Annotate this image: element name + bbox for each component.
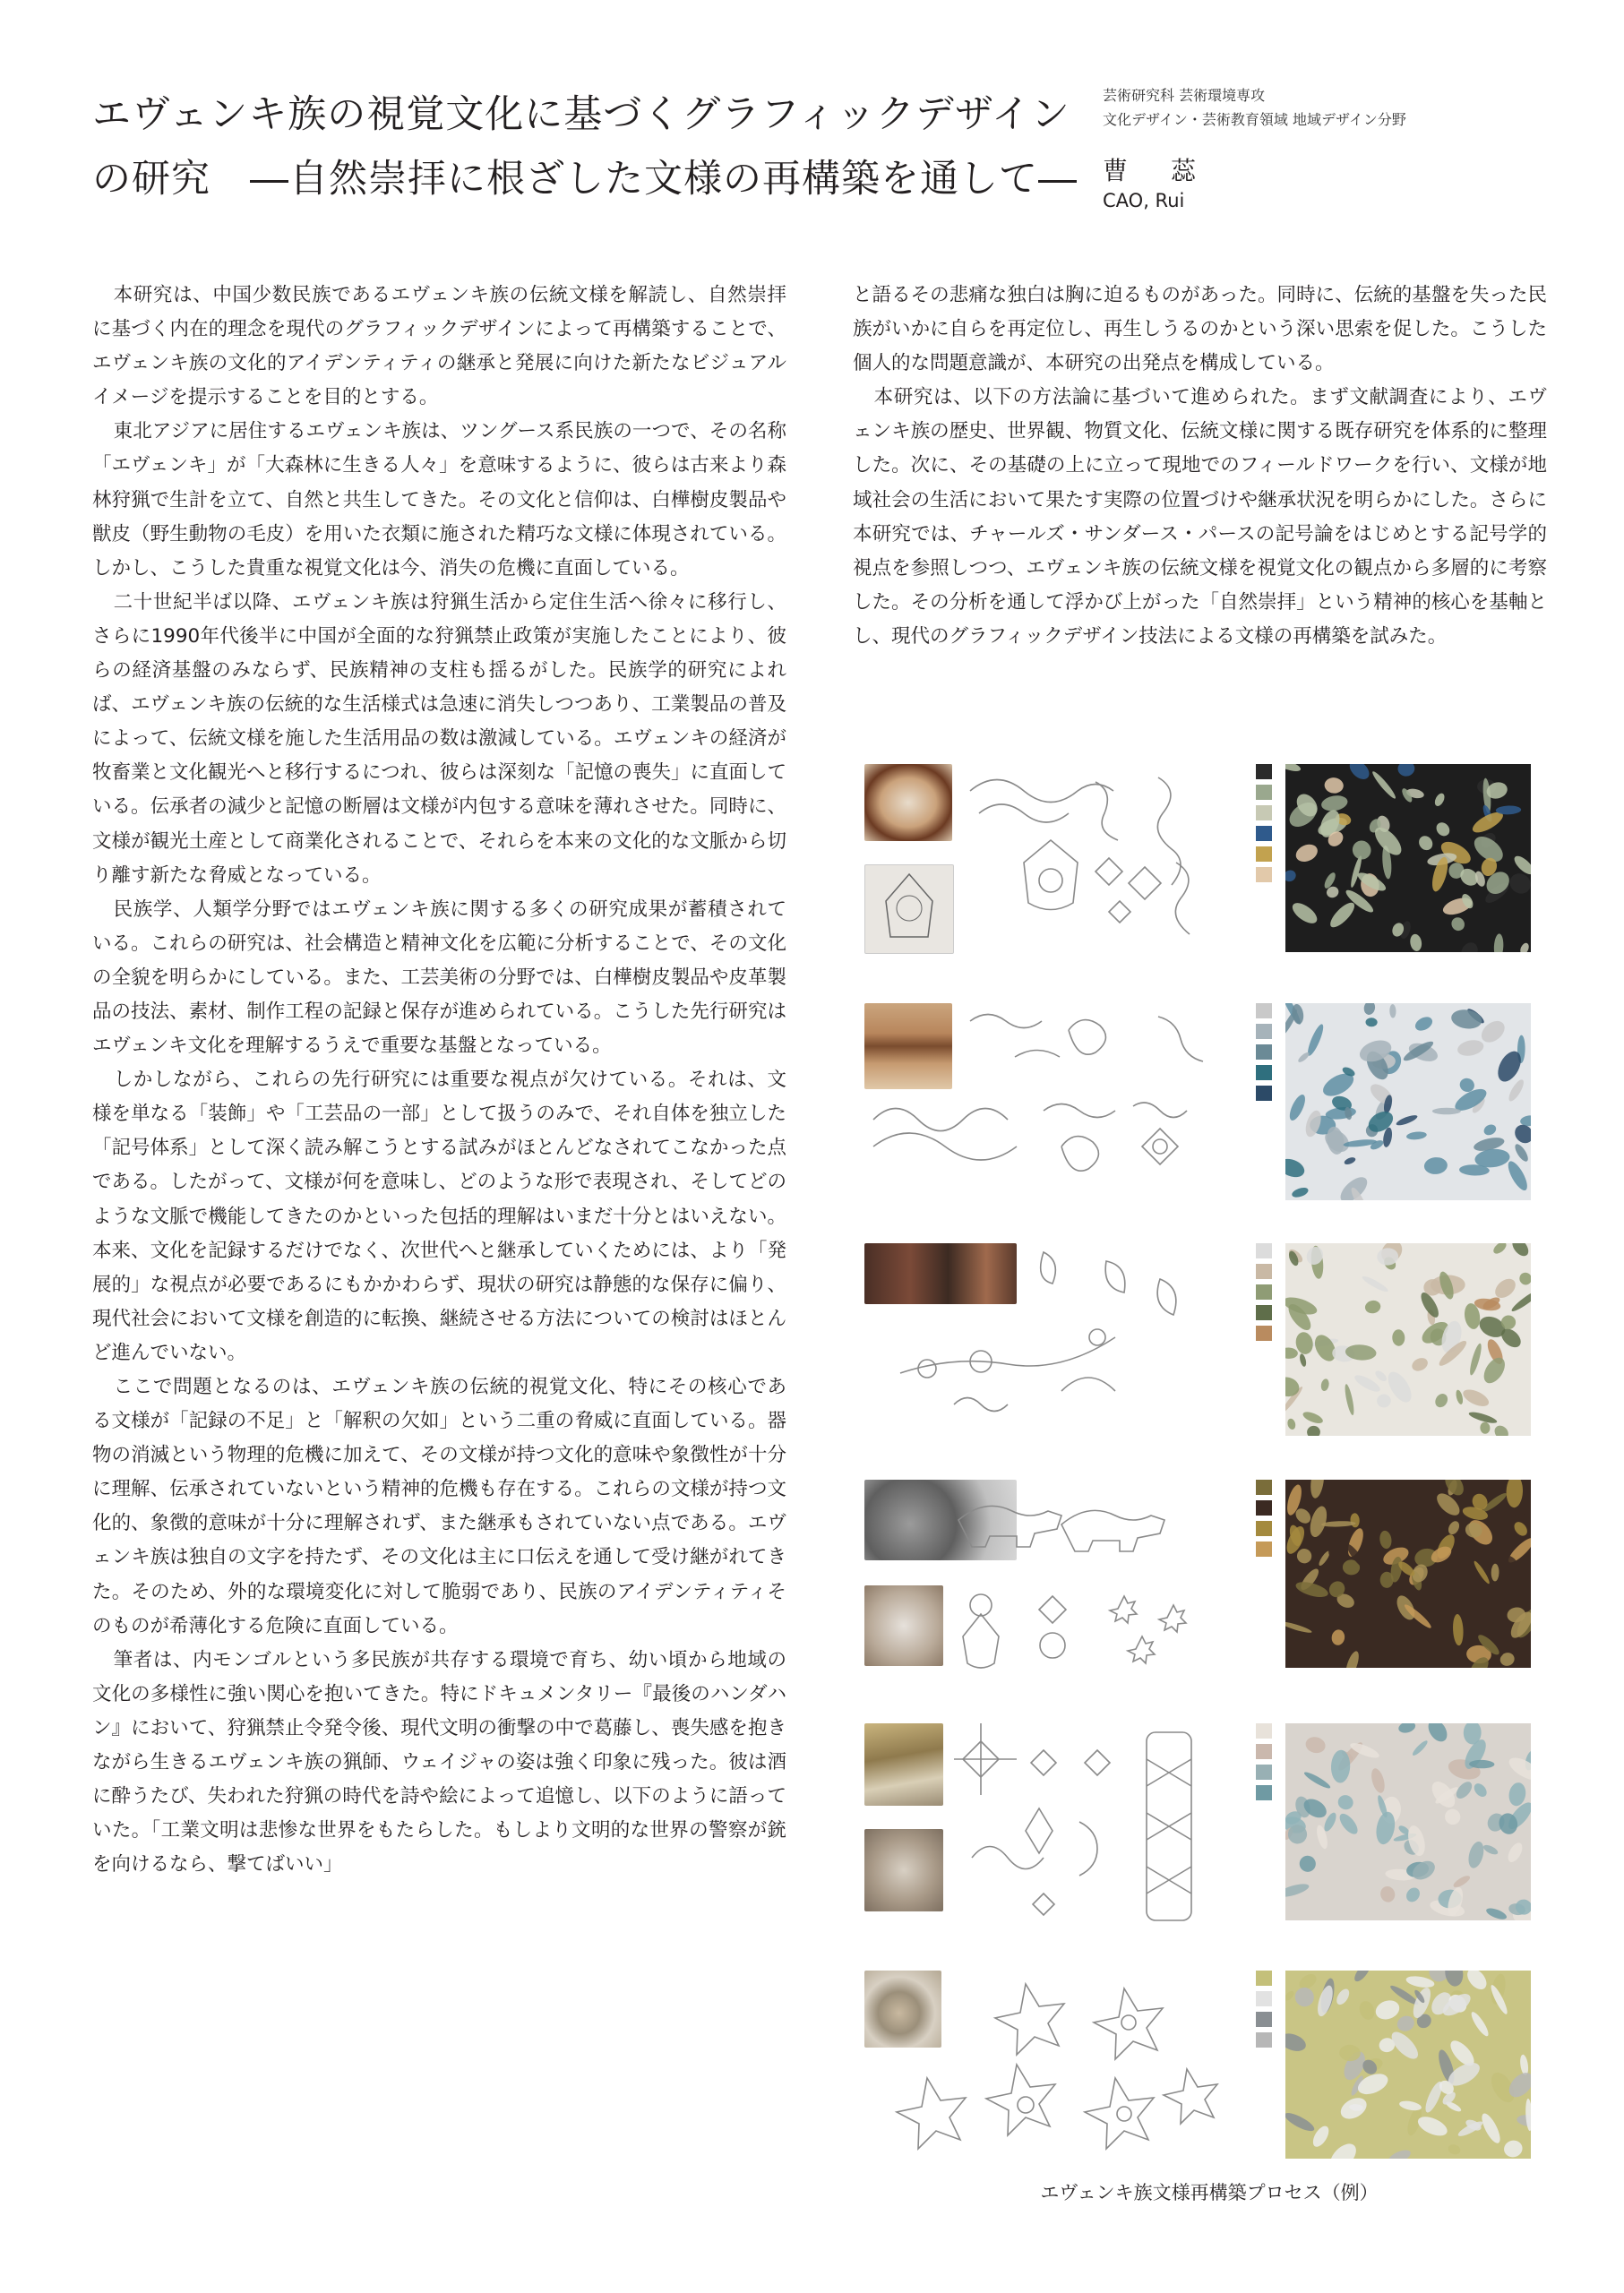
color-swatch	[1256, 1284, 1272, 1300]
color-swatch	[1256, 867, 1272, 882]
figure-row-2	[864, 1003, 1532, 1209]
color-swatch	[1256, 1326, 1272, 1341]
color-swatch	[1256, 764, 1272, 779]
author-roman: CAO, Rui	[1103, 190, 1185, 211]
paragraph: しかしながら、これらの先行研究には重要な視点が欠けている。それは、文様を単なる「装飾」や「工芸品の一部」として扱うのみで、それ自体を独立した「記号体系」として深く読み解こうとする試みがほとんどなされてこなかった点である。したがって、文様が何を意味し、どのような形で表現され、そしてどのような文脈で機能してきたのかといった包括的理解はいまだ十分とはいえない。本来、文化を記録するだけでなく、次世代へと継承していくためには、より「発展的」な視点が必要であるにもかかわらず、現状の研究は静態的な保存に偏り、現代社会において文様を創造的に転換、継続させる方法についての検討はほとんど進んでいない。	[92, 1069, 786, 1364]
figure-row-3	[864, 1243, 1532, 1449]
color-swatch	[1256, 1542, 1272, 1557]
source-photo	[864, 764, 952, 841]
color-swatch	[1256, 805, 1272, 820]
pattern-result	[1285, 1003, 1531, 1200]
color-swatch	[1256, 1991, 1272, 2006]
pattern-result	[1285, 764, 1531, 952]
color-swatch	[1256, 826, 1272, 841]
color-swatch	[1256, 1044, 1272, 1060]
pattern-artwork	[1285, 1243, 1531, 1436]
color-swatch	[1256, 1264, 1272, 1279]
pattern-result	[1285, 1723, 1531, 1920]
color-swatch	[1256, 1521, 1272, 1536]
figure-row-4	[864, 1480, 1532, 1695]
source-photo	[864, 1829, 943, 1911]
pattern-artwork	[1285, 1003, 1531, 1200]
color-palette	[1256, 764, 1272, 888]
color-swatch	[1256, 1243, 1272, 1258]
figure-row-1	[864, 764, 1532, 975]
color-swatch	[1256, 1480, 1272, 1495]
figure-row-5	[864, 1723, 1532, 1943]
line-art-motifs	[882, 1243, 1241, 1440]
paragraph: 東北アジアに居住するエヴェンキ族は、ツングース系民族の一つで、その名称「エヴェンキ」が「大森林に生きる人々」を意味するように、彼らは古来より森林狩猟で生計を立て、自然と共生してきた。その文化と信仰は、白樺樹皮製品や獣皮（野生動物の毛皮）を用いた衣類に施された精巧な文様に体現されている。しかし、こうした貴重な視覚文化は今、消失の危機に直面している。	[92, 420, 786, 580]
color-swatch	[1256, 2032, 1272, 2048]
pattern-artwork	[1285, 1480, 1531, 1668]
line-art-motifs	[864, 1093, 1250, 1200]
color-swatch	[1256, 1065, 1272, 1080]
source-photo	[864, 864, 954, 954]
source-photo	[864, 1723, 943, 1806]
author-name: 曹 蕊	[1103, 156, 1206, 185]
pattern-motif	[1432, 1108, 1461, 1115]
pattern-reconstruction-figure	[864, 0, 1532, 2221]
body-column-left	[92, 279, 786, 1882]
title-line-1: エヴェンキ族の視覚文化に基づくグラフィックデザイン	[92, 92, 1070, 137]
color-swatch	[1256, 1305, 1272, 1320]
color-palette	[1256, 1723, 1272, 1806]
paragraph: 筆者は、内モンゴルという多民族が共存する環境で育ち、幼い頃から地域の文化の多様性に強い関心を抱いてきた。特にドキュメンタリー『最後のハンダハン』において、狩猟禁止令発令後、現代文明の衝撃の中で葛藤し、喪失感を抱きながら生きるエヴェンキ族の猟師、ウェイジャの姿は強く印象に残った。彼は酒に酔うたび、失われた狩猟の時代を詩や絵によって追憶し、以下のように語っていた。「工業文明は悲惨な世界をもたらした。もしより文明的な世界の警察が銃を向けるなら、撃てばいい」	[92, 1648, 786, 1876]
color-swatch	[1256, 1765, 1272, 1780]
pattern-result	[1285, 1480, 1531, 1668]
color-swatch	[1256, 1003, 1272, 1018]
line-art-motifs	[954, 1480, 1250, 1686]
line-art-motifs	[961, 764, 1248, 961]
color-swatch	[1256, 1024, 1272, 1039]
affiliation-line-1: 芸術研究科 芸術環境専攻	[1103, 87, 1266, 104]
color-swatch	[1256, 2012, 1272, 2027]
paragraph: 民族学、人類学分野ではエヴェンキ族に関する多くの研究成果が蓄積されている。これらの研究は、社会構造と精神文化を広範に分析することで、その文化の全貌を明らかにしている。また、工芸美術の分野では、白樺樹皮製品や皮革製品の技法、素材、制作工程の記録と保存が進められている。こうした先行研究はエヴェンキ文化を理解するうえで重要な基盤となっている。	[92, 897, 786, 1058]
color-swatch	[1256, 846, 1272, 862]
motif-sketch-icon	[865, 865, 953, 953]
color-swatch	[1256, 1500, 1272, 1516]
line-art-motifs	[882, 1971, 1250, 2168]
pattern-result	[1285, 1971, 1531, 2159]
figure-row-6	[864, 1971, 1532, 2172]
line-art-motifs	[954, 1723, 1250, 1938]
source-photo	[864, 1003, 952, 1089]
color-swatch	[1256, 1785, 1272, 1800]
color-palette	[1256, 1003, 1272, 1106]
paragraph-continued: と語るその悲痛な独白は胸に迫るものがあった。同時に、伝統的基盤を失った民族がいかに自らを再定位し、再生しうるのかという深い思索を促した。こうした個人的な問題意識が、本研究の出発点を構成している。	[853, 284, 1547, 375]
pattern-artwork	[1285, 1971, 1531, 2159]
paragraph: 本研究は、以下の方法論に基づいて進められた。まず文献調査により、エヴェンキ族の歴史、世界観、物質文化、伝統文様に関する既存研究を体系的に整理した。次に、その基礎の上に立って現地でのフィールドワークを行い、文様が地域社会の生活において果たす実際の位置づけや継承状況を明らかにした。さらに本研究では、チャールズ・サンダース・パースの記号論をはじめとする記号学的視点を参照しつつ、エヴェンキ族の伝統文様を視覚文化の観点から多層的に考察した。その分析を通して浮かび上がった「自然崇拝」という精神的核心を基軸とし、現代のグラフィックデザイン技法による文様の再構築を試みた。	[853, 386, 1547, 648]
affiliation-line-2: 文化デザイン・芸術教育領域 地域デザイン分野	[1103, 111, 1406, 128]
title-line-2: の研究 ―自然崇拝に根ざした文様の再構築を通して―	[92, 157, 1078, 202]
color-palette	[1256, 1480, 1272, 1562]
paragraph: 本研究は、中国少数民族であるエヴェンキ族の伝統文様を解読し、自然崇拝に基づく内在的理念を現代のグラフィックデザインによって再構築することで、エヴェンキ族の文化的アイデンティティの継承と発展に向けた新たなビジュアルイメージを提示することを目的とする。	[92, 284, 786, 409]
color-swatch	[1256, 785, 1272, 800]
color-swatch	[1256, 1744, 1272, 1759]
pattern-result	[1285, 1243, 1531, 1436]
color-palette	[1256, 1243, 1272, 1346]
color-swatch	[1256, 1723, 1272, 1739]
color-palette	[1256, 1971, 1272, 2053]
pattern-artwork	[1285, 764, 1531, 952]
figure-caption: エヴェンキ族文様再構築プロセス（例）	[1040, 2182, 1379, 2203]
line-art-motifs	[961, 1003, 1248, 1093]
paragraph: ここで問題となるのは、エヴェンキ族の伝統的視覚文化、特にその核心である文様が「記録の不足」と「解釈の欠如」という二重の脅威に直面している。器物の消滅という物理的危機に加えて、その文様が持つ文化的意味や象徴性が十分に理解、伝承されていないという精神的危機も存在する。これらの文様が持つ文化的、象徴的意味が十分に理解されず、また継承もされていない点である。エヴェンキ族は独自の文字を持たず、その文化は主に口伝えを通して受け継がれてきた。そのため、外的な環境変化に対して脆弱であり、民族のアイデンティティそのものが希薄化する危険に直面している。	[92, 1376, 786, 1637]
color-swatch	[1256, 1086, 1272, 1101]
pattern-artwork	[1285, 1723, 1531, 1920]
color-swatch	[1256, 1971, 1272, 1986]
paragraph: 二十世紀半ば以降、エヴェンキ族は狩猟生活から定住生活へ徐々に移行し、さらに1990年代後半に中国が全面的な狩猟禁止政策が実施したことにより、彼らの経済基盤のみならず、民族精神の支柱も揺るがした。民族学的研究によれば、エヴェンキ族の伝統的な生活様式は急速に消失しつつあり、工業製品の普及によって、伝統文様を施した生活用品の数は激減している。エヴェンキの経済が牧畜業と文化観光へと移行するにつれ、彼らは深刻な「記憶の喪失」に直面している。伝承者の減少と記憶の断層は文様が内包する意味を薄れさせた。同時に、文様が観光土産として商業化されることで、それらを本来の文化的な文脈から切り離す新たな脅威となっている。	[92, 590, 786, 887]
source-photo	[864, 1585, 943, 1666]
